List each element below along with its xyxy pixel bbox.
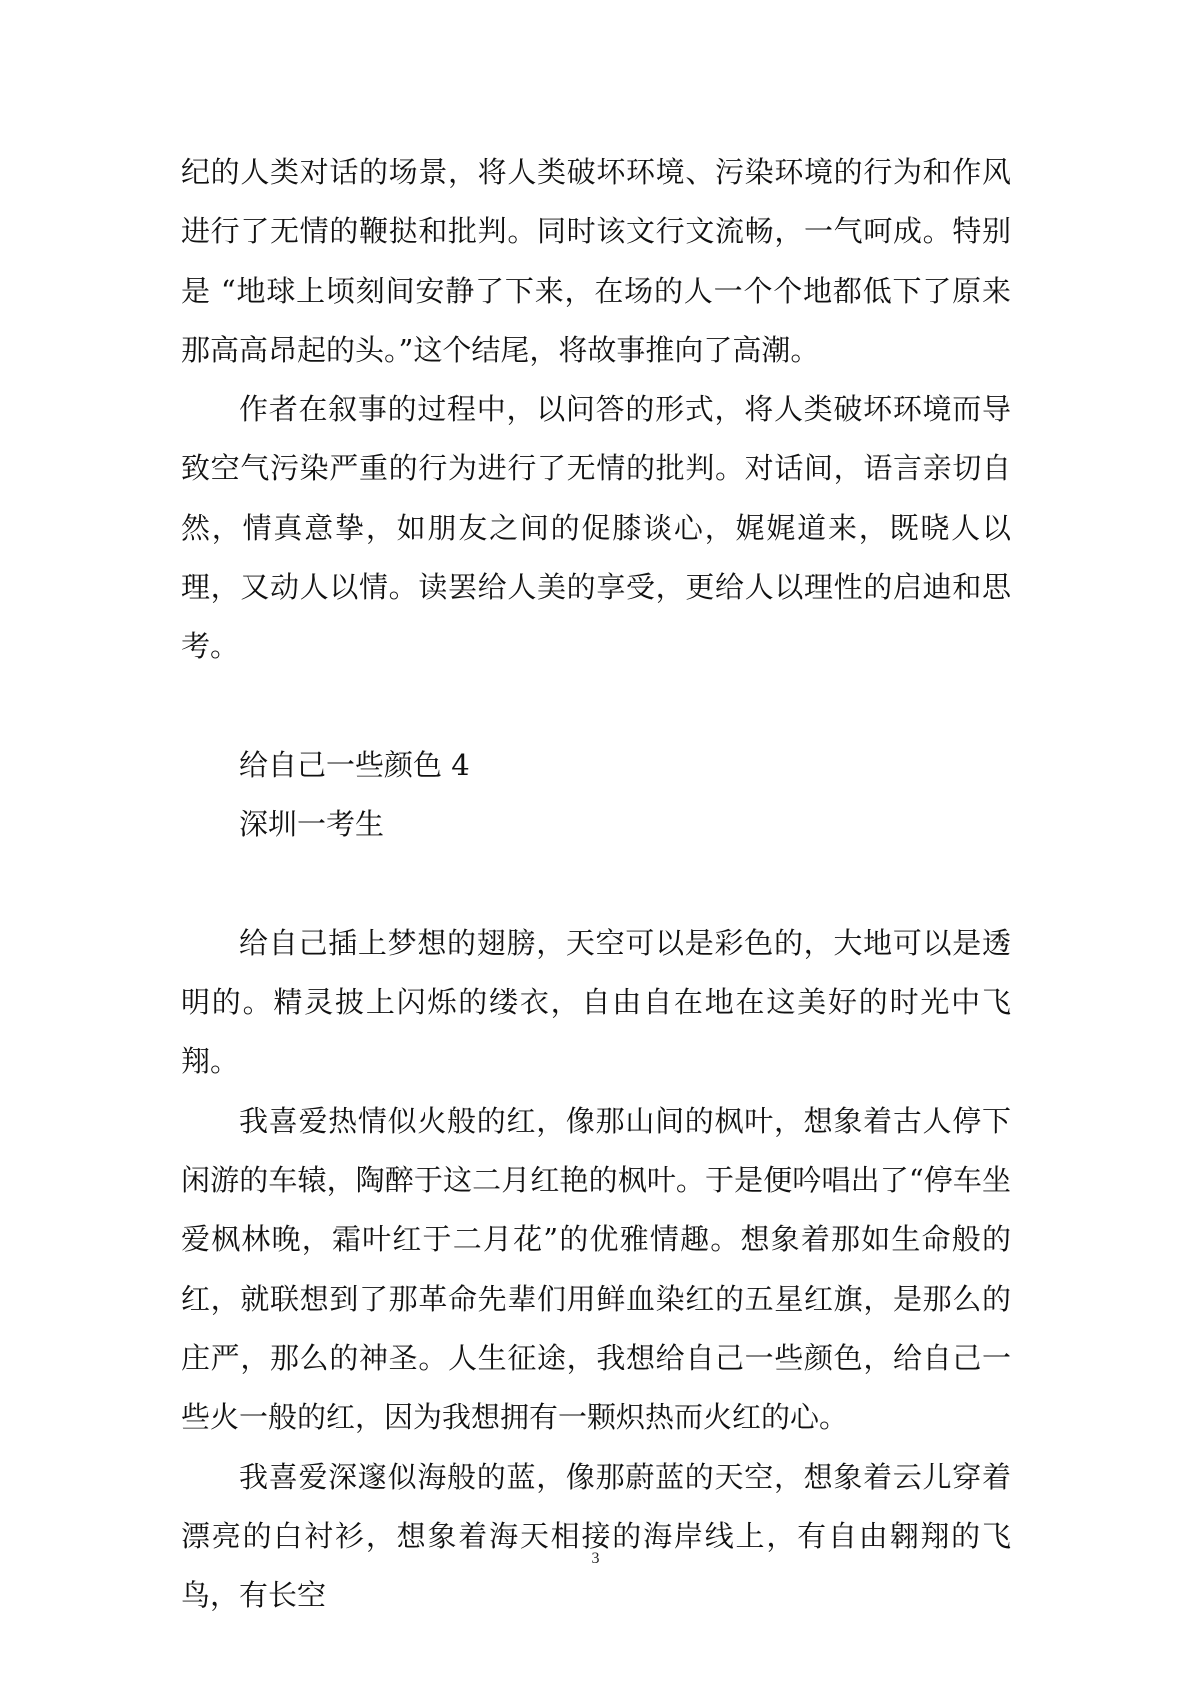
paragraph: 作者在叙事的过程中，以问答的形式，将人类破坏环境而导致空气污染严重的行为进行了无情的批判。对话间，语言亲切自然，情真意挚，如朋友之间的促膝谈心，娓娓道来，既晓人以理，又动人以情。读罢给人美的享受，更给人以理性的启迪和思考。 [181,392,1011,664]
essay-author: 深圳一考生 [239,807,385,842]
blank-line [181,677,1011,736]
paragraph: 我喜爱深邃似海般的蓝，像那蔚蓝的天空，想象着云儿穿着漂亮的白衬衫，想象着海天相接的海岸线上，有自由翱翔的飞鸟，有长空 [181,1459,1011,1613]
paragraph: 我喜爱热情似火般的红，像那山间的枫叶，想象着古人停下闲游的车辕，陶醉于这二月红艳的枫叶。于是便吟唱出了“停车坐爱枫林晚，霜叶红于二月花”的优雅情趣。想象着那如生命般的红，就联想到了那革命先辈们用鲜血染红的五星红旗，是那么的庄严，那么的神圣。人生征途，我想给自己一些颜色，给自己一些火一般的红，因为我想拥有一颗炽热而火红的心。 [181,1103,1011,1435]
blank-line [181,855,1011,914]
page-number: 3 [591,1550,600,1567]
document-body [181,143,1011,1625]
essay-title: 给自己一些颜色 4 [239,747,470,782]
paragraph: 给自己插上梦想的翅膀，天空可以是彩色的，大地可以是透明的。精灵披上闪烁的缕衣，自由自在地在这美好的时光中飞翔。 [181,925,1011,1079]
paragraph-continued: 纪的人类对话的场景，将人类破坏环境、污染环境的行为和作风进行了无情的鞭挞和批判。同时该文行文流畅，一气呵成。特别是 “地球上顷刻间安静了下来，在场的人一个个地都低下了原来那高高昂起的头。”这个结尾，将故事推向了高潮。 [181,155,1011,367]
